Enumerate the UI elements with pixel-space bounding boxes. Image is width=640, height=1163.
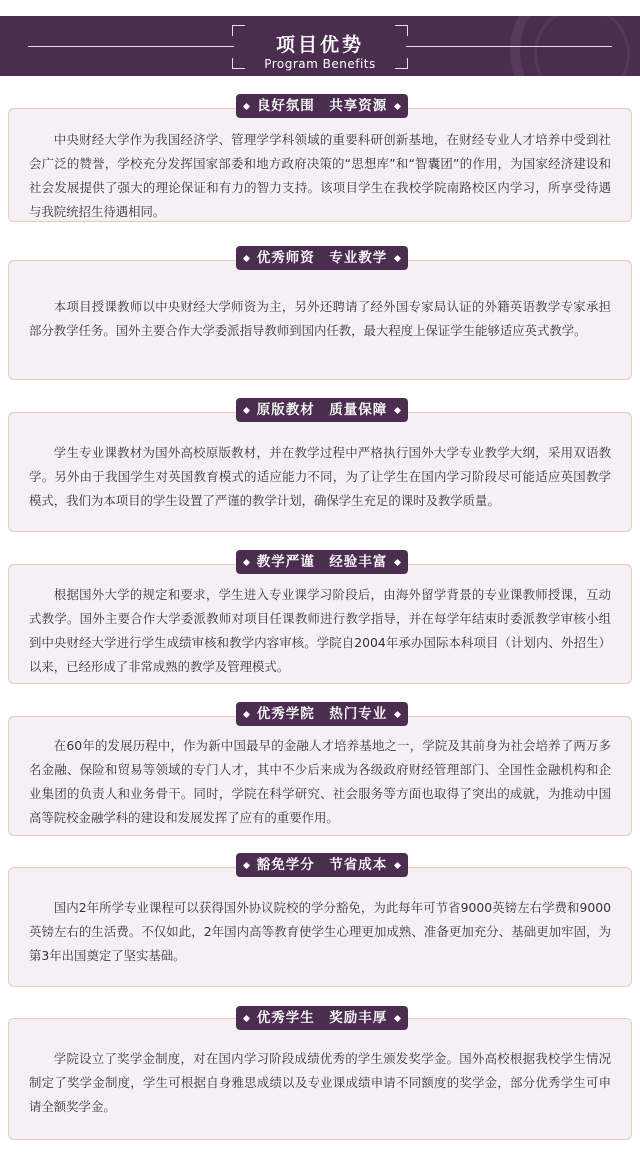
benefit-card <box>8 108 632 222</box>
benefit-heading-badge <box>236 1006 408 1030</box>
page-title: 项目优势 <box>275 34 364 56</box>
benefit-heading: 豁免学分 节省成本 <box>256 857 388 873</box>
benefit-heading-badge <box>236 246 408 270</box>
benefit-heading-badge <box>236 702 408 726</box>
benefit-body: 中央财经大学作为我国经济学、管理学学科领域的重要科研创新基地，在财经专业人才培养中受到社会广泛的赞誉，学校充分发挥国家部委和地方政府决策的“思想库”和“智囊团”的作用，为国家经济建设和社会发展提供了强大的理论保证和有力的智力支持。该项目学生在我校学院南路校区内学习，所享受待遇与我院统招生待遇相同。 <box>29 132 611 219</box>
benefit-heading: 优秀师资 专业教学 <box>256 250 388 266</box>
benefit-body: 国内2年所学专业课程可以获得国外协议院校的学分豁免，为此每年可节省9000英镑左右学费和9000英镑左右的生活费。不仅如此，2年国内高等教育使学生心理更加成熟、准备更加充分、基础更加牢固，为第3年出国奠定了坚实基础。 <box>29 900 611 963</box>
benefit-heading-badge <box>236 853 408 877</box>
benefit-heading-badge <box>236 398 408 422</box>
benefit-body: 学生专业课教材为国外高校原版教材，并在教学过程中严格执行国外大学专业教学大纲，采用双语教学。另外由于我国学生对英国教育模式的适应能力不同，为了让学生在国内学习阶段尽可能适应英国教学模式，我们为本项目的学生设置了严谨的教学计划，确保学生充足的课时及教学质量。 <box>29 445 611 508</box>
benefit-heading-badge <box>236 94 408 118</box>
benefit-card <box>8 260 632 380</box>
benefit-heading-badge <box>236 550 408 574</box>
page-subtitle: Program Benefits <box>264 57 376 71</box>
benefit-card <box>8 867 632 987</box>
benefit-card <box>8 1018 632 1140</box>
benefit-body: 根据国外大学的规定和要求，学生进入专业课学习阶段后，由海外留学背景的专业课教师授课，互动式教学。国外主要合作大学委派教师对项目任课教师进行教学指导，并在每学年结束时委派教学审核小组到中央财经大学进行学生成绩审核和教学内容审核。学院自2004年承办国际本科项目（计划内、外招生）以来，已经形成了非常成熟的教学及管理模式。 <box>29 587 611 674</box>
benefit-heading: 优秀学生 奖励丰厚 <box>256 1010 388 1026</box>
benefit-heading: 良好氛围 共享资源 <box>256 98 388 114</box>
benefit-heading: 优秀学院 热门专业 <box>256 706 388 722</box>
benefit-heading: 原版教材 质量保障 <box>256 402 388 418</box>
benefit-card <box>8 412 632 532</box>
benefit-body: 在60年的发展历程中，作为新中国最早的金融人才培养基地之一，学院及其前身为社会培养了两万多名金融、保险和贸易等领域的专门人才，其中不少后来成为各级政府财经管理部门、全国性金融机构和企业集团的负责人和业务骨干。同时，学院在科学研究、社会服务等方面也取得了突出的成就，为推动中国高等院校金融学科的建设和发展发挥了应有的重要作用。 <box>29 738 611 825</box>
benefit-card <box>8 716 632 836</box>
header-banner <box>0 16 640 76</box>
benefit-body: 学院设立了奖学金制度，对在国内学习阶段成绩优秀的学生颁发奖学金。国外高校根据我校学生情况制定了奖学金制度，学生可根据自身雅思成绩以及专业课成绩申请不同额度的奖学金，部分优秀学生可申请全额奖学金。 <box>29 1051 611 1114</box>
benefit-body: 本项目授课教师以中央财经大学师资为主，另外还聘请了经外国专家局认证的外籍英语教学专家承担部分教学任务。国外主要合作大学委派指导教师到国内任教，最大程度上保证学生能够适应英式教学。 <box>29 299 611 338</box>
benefit-card <box>8 564 632 684</box>
benefit-heading: 教学严谨 经验丰富 <box>256 554 388 570</box>
